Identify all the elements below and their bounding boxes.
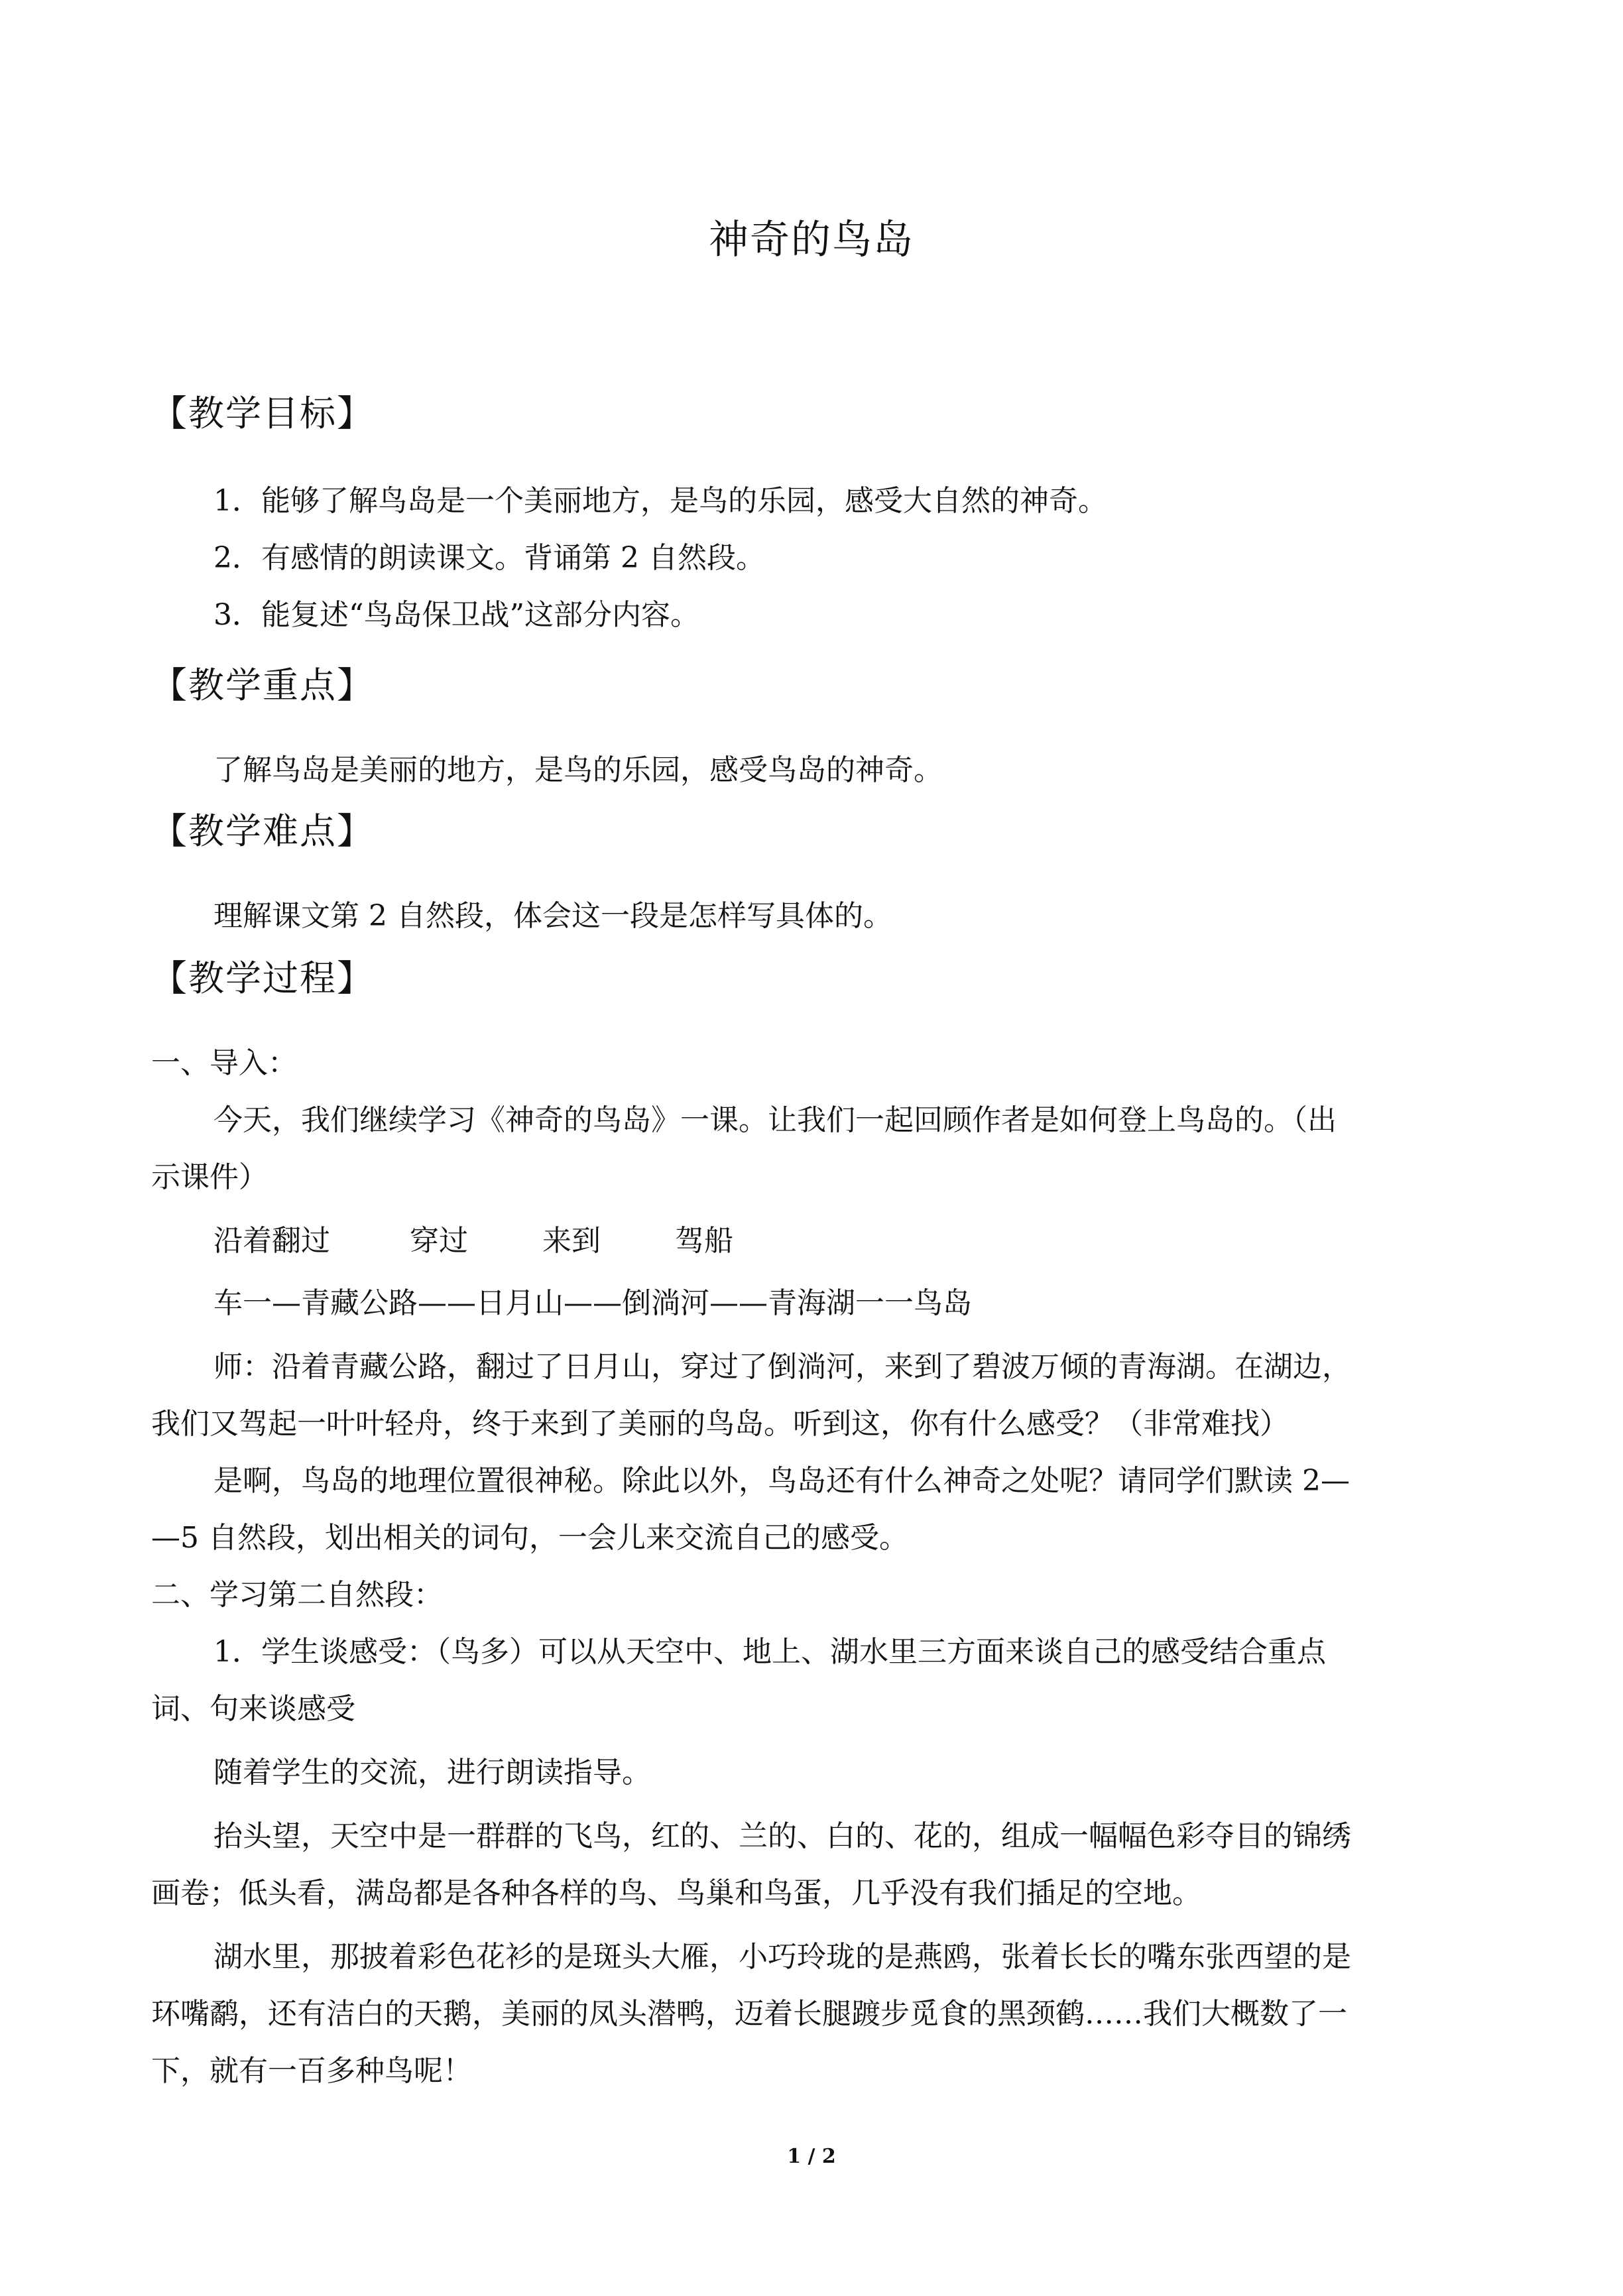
part2-item1-line-2: 词、句来谈感受 [151, 1692, 355, 1726]
lake-line-1: 湖水里，那披着彩色花衫的是斑头大雁，小巧玲珑的是燕鸥，张着长长的嘴东张西望的是 [213, 1940, 1351, 1974]
section-heading-difficulties: 【教学难点】 [151, 810, 374, 852]
lake-line-3: 下，就有一百多种鸟呢！ [151, 2054, 472, 2088]
route-verb-2: 穿过 [410, 1224, 468, 1258]
difficulties-text: 理解课文第 2 自然段，体会这一段是怎样写具体的。 [213, 899, 892, 933]
sky-line-1: 抬头望，天空中是一群群的飞鸟，红的、兰的、白的、花的，组成一幅幅色彩夺目的锦绣 [213, 1819, 1351, 1853]
part2-item1-line-1: 1．学生谈感受：（鸟多）可以从天空中、地上、湖水里三方面来谈自己的感受结合重点 [213, 1635, 1326, 1669]
key-points-text: 了解鸟岛是美丽的地方，是鸟的乐园，感受鸟岛的神奇。 [213, 753, 943, 787]
teacher-line-1: 师：沿着青藏公路，翻过了日月山，穿过了倒淌河，来到了碧波万倾的青海湖。在湖边， [213, 1350, 1351, 1384]
goal-item-3: 3．能复述“鸟岛保卫战”这部分内容。 [213, 598, 699, 632]
page-number: 1 / 2 [787, 2145, 836, 2168]
page-title: 神奇的鸟岛 [709, 217, 914, 263]
intro-paragraph-line-1: 今天，我们继续学习《神奇的鸟岛》一课。让我们一起回顾作者是如何登上鸟岛的。（出 [213, 1103, 1337, 1137]
part2-heading: 二、学习第二自然段： [151, 1578, 443, 1612]
goal-item-1: 1．能够了解鸟岛是一个美丽地方，是鸟的乐园，感受大自然的神奇。 [213, 484, 1107, 518]
route-places: 车一—青藏公路——日月山——倒淌河——青海湖一一鸟岛 [213, 1286, 972, 1320]
mystery-line-1: 是啊，鸟岛的地理位置很神秘。除此以外，鸟岛还有什么神奇之处呢？请同学们默读 2— [213, 1464, 1350, 1498]
route-verb-4: 驾船 [675, 1224, 733, 1258]
lake-line-2: 环嘴鹬，还有洁白的天鹅，美丽的凤头潜鸭，迈着长腿踱步觅食的黑颈鹤……我们大概数了一 [151, 1997, 1347, 2031]
route-verb-1: 沿着翻过 [213, 1224, 330, 1258]
guide-line: 随着学生的交流，进行朗读指导。 [213, 1756, 651, 1789]
intro-paragraph-line-2: 示课件） [151, 1160, 268, 1194]
route-verb-3: 来到 [542, 1224, 601, 1258]
mystery-line-2: —5 自然段，划出相关的词句，一会儿来交流自己的感受。 [151, 1521, 908, 1555]
intro-heading: 一、导入： [151, 1046, 297, 1080]
section-heading-process: 【教学过程】 [151, 957, 374, 999]
section-heading-key-points: 【教学重点】 [151, 664, 374, 706]
sky-line-2: 画卷；低头看，满岛都是各种各样的鸟、鸟巢和鸟蛋，几乎没有我们插足的空地。 [151, 1876, 1201, 1910]
teacher-line-2: 我们又驾起一叶叶轻舟，终于来到了美丽的鸟岛。听到这，你有什么感受？（非常难找） [151, 1407, 1289, 1441]
section-heading-goals: 【教学目标】 [151, 393, 374, 434]
goal-item-2: 2．有感情的朗读课文。背诵第 2 自然段。 [213, 541, 765, 575]
